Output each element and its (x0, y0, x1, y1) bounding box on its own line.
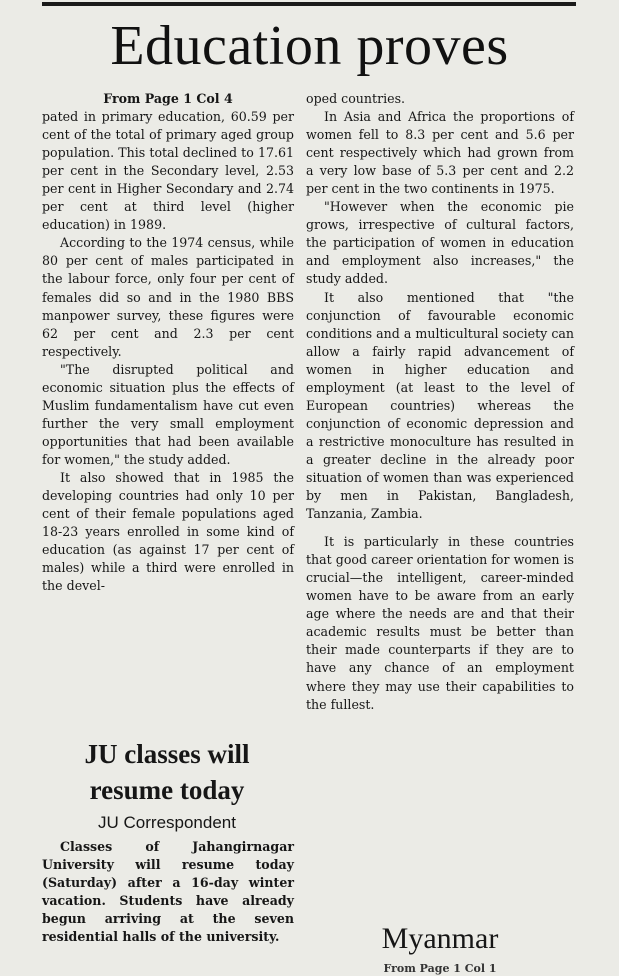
paragraph: oped countries. (306, 91, 406, 106)
paragraph: It is particularly in these countries that good career orientation for women is crucial—the intelligent, career-minded women have to be aware from an early age where the needs are and that their academic results must be better than their made counterparts if they are to have any chance of an employment where they may use their capabilities to the fullest. (306, 534, 574, 712)
paragraph: In Asia and Africa the proportions of women fell to 8.3 per cent and 5.6 per cent respectively which had grown from a very low base of 5.3 per cent and 2.2 per cent in the two continents in 1975. (306, 109, 574, 197)
ju-story-headline: JU classes will resume today (84, 739, 250, 805)
article-column-right (306, 90, 574, 714)
article-column-left (42, 90, 294, 595)
paragraph: According to the 1974 census, while 80 per cent of males participated in the labour force, only four per cent of females did so and in the 1980 BBS manpower survey, these figures were 62 per cent and 2.3 per cent respectively. (42, 235, 294, 359)
paragraph: pated in primary education, 60.59 per cent of the total of primary aged group population. This total declined to 17.61 per cent in the Secondary level, 2.53 per cent in Higher Secondary and 2.74 per cent at third level (higher education) in 1989. (42, 109, 294, 233)
top-rule (42, 2, 576, 6)
headline: Education proves (110, 15, 509, 77)
paragraph: Classes of Jahangirnagar University will resume today (Saturday) after a 16-day winter vacation. Students have already begun arriving at the seven residential halls of the university. (42, 839, 294, 944)
paragraph: "The disrupted political and economic situation plus the effects of Muslim fundamentalism have cut even further the very small employment opportunities that had been available for women," the study added. (42, 361, 294, 467)
paragraph: It also mentioned that "the conjunction of favourable economic conditions and a multicultural society can allow a fairly rapid advancement of women in higher education and employment (at least to the level of European countries) whereas the conjunction of economic depression and a restrictive monoculture has resulted in a greater decline in the already poor situation of women than was experienced by men in Pakistan, Bangladesh, Tanzania, Zambia. (306, 289, 574, 522)
ju-story-body (42, 838, 294, 946)
jump-line: From Page 1 Col 4 (103, 91, 233, 106)
ju-story-byline: JU Correspondent (98, 813, 236, 832)
paragraph: "However when the economic pie grows, irrespective of cultural factors, the participation of women in education and employment also increases," the study added. (306, 199, 574, 287)
related-headline: Myanmar (381, 922, 499, 955)
related-jump-line: From Page 1 Col 1 (383, 962, 497, 975)
paragraph: It also showed that in 1985 the developing countries had only 10 per cent of their female populations aged 18-23 years enrolled in some kind of education (as against 17 per cent of males) while a third were enrolled in the devel- (42, 469, 294, 594)
